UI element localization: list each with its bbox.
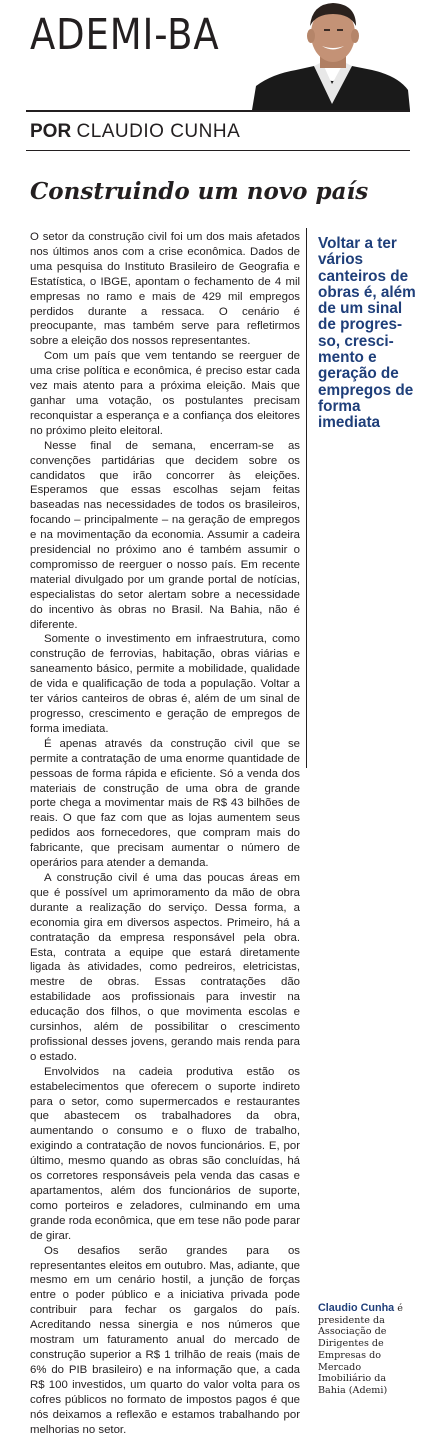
author-portrait-image bbox=[252, 0, 410, 110]
article-paragraph: Somente o investimento em infraestrutura, como construção de ferrovias, habitação, obras viárias e saneamento básico, permite a mobilidade, qualidade de vida e qualificação de toda a população. Voltar a ter vários canteiros de obras é, além de um sinal de progresso, crescimento e geração de empregos de forma imediata. bbox=[30, 633, 300, 735]
article-paragraph: O setor da construção civil foi um dos mais afetados nos últimos anos com a crise econômica. Dados de uma pesquisa do Instituto Brasileiro de Geografia e Estatística, o IBGE, apontam o fechamento de 4 mil empresas no ramo e mais de 429 mil empregos perdidos durante a ressaca. O cenário é preocupante, mas também serve para refletirmos sobre a eleição dos nossos representantes. bbox=[30, 231, 300, 348]
author-photo bbox=[252, 0, 410, 110]
article-paragraph: Nesse final de semana, encerram-se as convenções partidárias que decidem sobre os candidatos que irão concorrer às eleições. Esperamos que essas escolhas sejam feitas baseadas nas necessidades de todos os brasileiros, focando – principalmente – na geração de empregos e na movimentação da economia. Assumir a cadeira presidencial no próximo ano é também assumir o compromisso de reerguer o nosso país. Em recente material divulgado por um grande portal de notícias, especialistas do setor alertam sobre a necessidade do incentivo às obras no Brasil. Na Bahia, não é diferente. bbox=[30, 439, 300, 631]
pull-quote-divider bbox=[306, 228, 307, 768]
article-paragraph: É apenas através da construção civil que se permite a contratação de uma enorme quantidade de pessoas de forma rápida e eficiente. Só a venda dos materiais de construção de uma obra de grande porte chega a movimentar mais de R$ 43 bilhões de reais. O que faz com que as lojas aumentem seus pedidos aos fornecedores, que compram mais do fabricante, que precisam aumentar o número de operários para atender a demanda. bbox=[30, 737, 300, 870]
article-paragraph: Envolvidos na cadeia produtiva estão os estabelecimentos que oferecem o suporte indireto para o setor, como supermercados e restaurantes que abastecem os trabalhadores da obra, aumentando o consumo e o fluxo de trabalho, exigindo a contratação de novos funcionários. E, por último, mesmo quando as obras são concluídas, há os corretores responsáveis pela venda das casas e apartamentos, além dos funcionários de suporte, como porteiros e zeladores, culminando em uma grande roda econômica, que em tese não pode parar de girar. bbox=[30, 1065, 300, 1242]
byline bbox=[30, 122, 240, 141]
article-paragraph: Com um país que vem tentando se reerguer de uma crise política e econômica, é preciso estar cada vez mais atento para a próxima eleição. Mais que ganhar uma votação, os postulantes precisam reconquistar a esperança e a confiança dos eleitores no próximo pleito eleitoral. bbox=[30, 350, 300, 437]
article-headline: Construindo um novo país bbox=[30, 178, 369, 205]
byline-prefix: POR bbox=[30, 121, 72, 142]
author-bio-description: é presidente da Associação de Dirigentes de Empresas do Mercado Imobiliário da Bahia (Ademi) bbox=[318, 1303, 403, 1396]
author-bio-name: Claudio Cunha bbox=[318, 1302, 395, 1314]
article-body bbox=[30, 230, 300, 1437]
byline-rule bbox=[26, 150, 410, 151]
pull-quote: Voltar a ter vários canteiros de obras é, além de um sinal de progres-so, cresci-mento e geração de empregos de forma imediata bbox=[318, 235, 416, 432]
header-rule bbox=[26, 110, 410, 112]
column-title: ADEMI-BA bbox=[30, 10, 220, 60]
byline-author: CLAUDIO CUNHA bbox=[76, 121, 241, 142]
article-paragraph: Os desafios serão grandes para os representantes eleitos em outubro. Mas, adiante, que mesmo em um cenário hostil, a junção de forças entre o poder público e a iniciativa privada pode contribuir para fechar os gargalos do país. Acreditando nessa sinergia e nos números que mostram um faturamento anual do mercado de construção superior a R$ 1 trilhão de reais (mais de 6% do PIB brasileiro) e na informação que, a cada R$ 100 investidos, um quarto do valor volta para os cofres públicos no formato de impostos pagos é que nós deixamos a reflexão e estamos trabalhando por melhorias no setor. bbox=[30, 1244, 300, 1436]
article-paragraph: A construção civil é uma das poucas áreas em que é possível um aprimoramento da mão de obra durante a realização do serviço. Dessa forma, a economia gira em diversos aspectos. Primeiro, há a contratação da empresa responsável pela obra. Esta, contrata a equipe que estará diretamente ligada às atividades, como pedreiros, eletricistas, mestre de obras. Essas contratações dão estabilidade aos profissionais para investir na educação dos filhos, o que movimenta escolas e cursinhos, além de possibilitar o crescimento profissional desses jovens, gerando mais renda para o estado. bbox=[30, 871, 300, 1063]
author-bio bbox=[318, 1303, 413, 1397]
